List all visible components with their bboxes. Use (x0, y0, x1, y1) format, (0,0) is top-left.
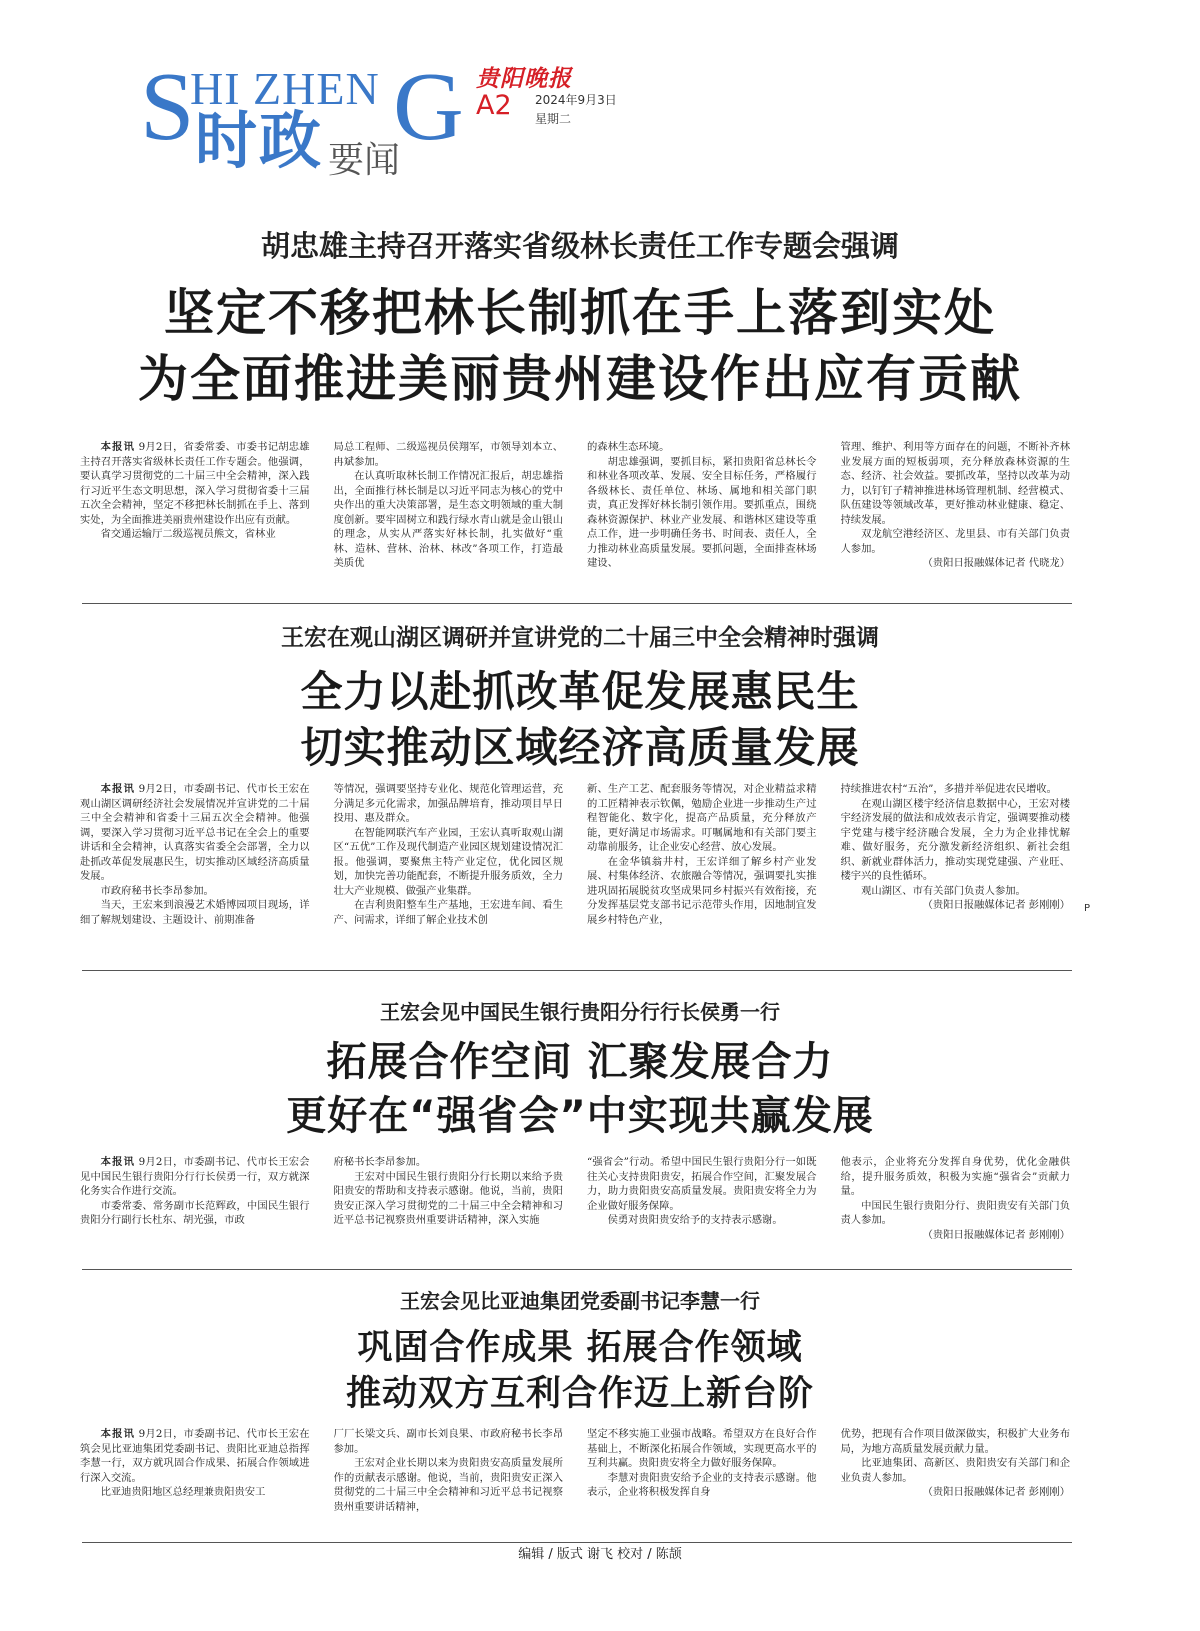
article-body (80, 782, 1070, 952)
paragraph: 持续推进农村“五治”，多措并举促进农民增收。 (840, 783, 1057, 795)
article-forest-chief (80, 222, 1080, 569)
article-kicker: 胡忠雄主持召开落实省级林长责任工作专题会强调 (260, 229, 899, 263)
newspaper-logo: 贵阳晚报 (476, 65, 572, 92)
paragraph: 局总工程师、二级巡视员侯翔军，市领导刘本立、冉斌参加。 (333, 441, 563, 468)
paragraph: 省交通运输厅二级巡视员熊文，省林业 (100, 528, 276, 540)
masthead-letter-s: S (140, 53, 195, 161)
paragraph (80, 1427, 310, 1485)
text-column (841, 1155, 1071, 1247)
paragraph-text: 9月2日，省委常委、市委书记胡忠雄主持召开落实省级林长责任工作专题会。他强调，要认真学习贯彻党的二十届三中全会精神，深入践行习近平生态文明思想，深入学习贯彻省委十三届五次全会精神，坚定不移把林长制抓在手上、落到实处，为全面推进美丽贵州建设作出应有贡献。 (80, 441, 310, 526)
byline: （贵阳日报融媒体记者 彭刚刚） (922, 1486, 1070, 1498)
text-column (587, 1155, 817, 1247)
paragraph: 李慧对贵阳贵安给予企业的支持表示感谢。他表示，企业将积极发挥自身 (587, 1471, 817, 1498)
paragraph: 等情况，强调要坚持专业化、规范化管理运营，充分满足多元化需求，加强品牌培育，推动项目早日投用、惠及群众。 (333, 783, 563, 824)
paragraph: 中国民生银行贵阳分行、贵阳贵安有关部门负责人参加。 (840, 1199, 1070, 1226)
article-guanshanhu (80, 616, 1080, 926)
paragraph: 在吉利贵阳整车生产基地，王宏进车间、看生产、问需求，详细了解企业技术创 (333, 899, 563, 926)
text-column (334, 440, 564, 576)
text-column (80, 440, 310, 576)
article-headline (80, 280, 1080, 412)
paragraph: 新、生产工艺、配套服务等情况，对企业精益求精的工匠精神表示钦佩，勉励企业进一步推动生产过程智能化、数字化，提高产品质量，充分释放产能，更好满足市场需求。叮嘱属地和有关部门要主动靠前服务，让企业安心经营、放心发展。 (587, 783, 817, 853)
paragraph: 王宏对中国民生银行贵阳分行长期以来给予贵阳贵安的帮助和支持表示感谢。他说，当前，贵阳贵安正深入学习贯彻党的二十届三中全会精神和习近平总书记视察贵州重要讲话精神，深入实施 (333, 1170, 563, 1226)
paragraph: 府秘书长李昂参加。 (333, 1156, 427, 1168)
text-column (587, 1427, 817, 1539)
headline-line: 推动双方互利合作迈上新台阶 (345, 1374, 814, 1414)
masthead (0, 0, 1200, 200)
paragraph: 比亚迪贵阳地区总经理兼贵阳贵安工 (100, 1486, 266, 1498)
paragraph: 管理、维护、利用等方面存在的问题，不断补齐林业发展方面的短板弱项，充分释放森林资源的生态、经济、社会效益。要抓改革，坚持以改革为动力，以钉钉子精神推进林场管理机制、经营模式、队伍建设等领域改革，更好推动林业健康、稳定、持续发展。 (840, 441, 1070, 526)
paragraph: 坚定不移实施工业强市战略。希望双方在良好合作基础上，不断深化拓展合作领域，实现更高水平的互利共赢。贵阳贵安将全力做好服务保障。 (587, 1428, 817, 1469)
dateline: 本报讯 (100, 441, 136, 453)
paragraph: 厂厂长梁文兵、副市长刘良果、市政府秘书长李昂参加。 (333, 1428, 563, 1455)
headline-line: 为全面推进美丽贵州建设作出应有贡献 (138, 350, 1022, 408)
article-minsheng-bank (80, 993, 1080, 1241)
headline-line: 切实推动区域经济高质量发展 (300, 723, 860, 772)
paragraph: 双龙航空港经济区、龙里县、市有关部门负责人参加。 (840, 528, 1070, 555)
section-divider (82, 603, 1072, 604)
dateline: 本报讯 (100, 783, 136, 795)
text-column (80, 1155, 310, 1247)
paragraph: 在智能网联汽车产业园，王宏认真听取观山湖区“五优”工作及现代制造产业园区规划建设情况汇报。他强调，要聚焦主特产业定位，优化园区规划，加快完善功能配套，不断提升服务质效，全力壮大产业规模、做强产业集群。 (333, 826, 563, 897)
text-column (80, 782, 310, 952)
article-headline (80, 1035, 1080, 1143)
article-kicker: 王宏会见中国民生银行贵阳分行行长侯勇一行 (380, 1000, 780, 1024)
footer-divider (82, 1542, 1072, 1543)
subsection-title: 要闻 (328, 140, 401, 180)
headline-line: 全力以赴抓改革促发展惠民生 (300, 667, 860, 716)
paragraph: 胡忠雄强调，要抓目标，紧扣贵阳省总林长令和林业各项改革、发展、安全目标任务，严格履行各级林长、责任单位、林场、属地和相关部门职责，真正发挥好林长制引领作用。要抓重点，围绕森林资源保护、林业产业发展、和谐林区建设等重点工作，进一步明确任务书、时间表、责任人，全力推动林业高质量发展。要抓问题，全面排查林场建设、 (587, 455, 817, 569)
paragraph (80, 440, 310, 527)
paragraph: 在金华镇翁井村，王宏详细了解乡村产业发展、村集体经济、农旅融合等情况，强调要扎实推进巩固拓展脱贫攻坚成果同乡村振兴有效衔接，充分发挥基层党支部书记示范带头作用，因地制宜发展乡村特色产业， (587, 855, 817, 926)
section-title: 时政 (195, 104, 324, 177)
text-column (334, 1155, 564, 1247)
issue-date: 2024年9月3日 (535, 93, 617, 107)
article-body (80, 1427, 1070, 1539)
text-column (334, 1427, 564, 1539)
dateline: 本报讯 (100, 1428, 136, 1440)
paragraph: 市政府秘书长李昂参加。 (100, 884, 214, 897)
margin-mark: P (1084, 903, 1091, 914)
headline-line: 拓展合作空间 汇聚发展合力 (326, 1039, 834, 1085)
paragraph (80, 782, 310, 884)
section-divider (82, 970, 1072, 971)
headline-line: 更好在“强省会”中实现共赢发展 (286, 1093, 874, 1139)
article-body (80, 440, 1070, 576)
section-divider (82, 1269, 1072, 1270)
paragraph: 在认真听取林长制工作情况汇报后，胡忠雄指出，全面推行林长制是以习近平同志为核心的党中央作出的重大决策部署，是生态文明领域的重大制度创新。要牢固树立和践行绿水青山就是金山银山的理念，从实从严落实好林长制，扎实做好“重林、造林、营林、治林、林改”各项工作，打造最美质优 (333, 470, 563, 569)
paragraph: 优势，把现有合作项目做深做实，积极扩大业务布局，为地方高质量发展贡献力量。 (840, 1428, 1070, 1455)
text-column (587, 782, 817, 952)
masthead-pinyin: HI ZHEN (190, 63, 380, 114)
text-column (841, 782, 1071, 952)
headline-line: 巩固合作成果 拓展合作领域 (357, 1328, 803, 1368)
paragraph: 的森林生态环境。 (587, 441, 670, 453)
paragraph: 侯勇对贵阳贵安给予的支持表示感谢。 (607, 1214, 783, 1226)
paragraph-text: 9月2日，市委副书记、代市长王宏在观山湖区调研经济社会发展情况并宣讲党的二十届三中全会精神和省委十三届五次全会精神。他强调，要深入学习贯彻习近平总书记在全会上的重要讲话和全会精神，认真落实省委全会部署，全力以赴抓改革促发展惠民生，切实推动区域经济高质量发展。 (80, 783, 310, 882)
paragraph: 观山湖区、市有关部门负责人参加。 (861, 884, 1026, 897)
article-body (80, 1155, 1070, 1247)
headline-line: 坚定不移把林长制抓在手上落到实处 (164, 284, 996, 342)
article-byd (80, 1281, 1080, 1513)
article-kicker: 王宏在观山湖区调研并宣讲党的二十届三中全会精神时强调 (281, 625, 879, 651)
text-column (587, 440, 817, 576)
article-headline (80, 1325, 1080, 1417)
article-kicker: 王宏会见比亚迪集团党委副书记李慧一行 (400, 1289, 760, 1313)
paragraph: “强省会”行动。希望中国民生银行贵阳分行一如既往关心支持贵阳贵安，拓展合作空间，汇聚发展合力，助力贵阳贵安高质量发展。贵阳贵安将全力为企业做好服务保障。 (587, 1156, 817, 1212)
text-column (334, 782, 564, 952)
paragraph-text: 9月2日，市委副书记、代市长王宏会见中国民生银行贵阳分行行长侯勇一行，双方就深化务实合作进行交流。 (80, 1156, 310, 1197)
byline: （贵阳日报融媒体记者 彭刚刚） (922, 1228, 1070, 1241)
editor-credits: 编辑 / 版式 谢飞 校对 / 陈颉 (518, 1547, 682, 1562)
paragraph: 市委常委、常务副市长范辉政，中国民生银行贵阳分行副行长杜东、胡光强，市政 (80, 1199, 310, 1226)
paragraph: 在观山湖区楼宇经济信息数据中心，王宏对楼宇经济发展的做法和成效表示肯定，强调要推动楼宇党建与楼宇经济融合发展，全力为企业排忧解难、做好服务，充分激发新经济组织、新社会组织、新就业群体活力，推动实现党建强、产业旺、楼宇兴的良性循环。 (840, 797, 1070, 882)
issue-weekday: 星期二 (535, 112, 572, 126)
masthead-letter-g: G (393, 53, 464, 161)
paragraph (80, 1155, 310, 1199)
dateline: 本报讯 (100, 1156, 136, 1168)
byline: （贵阳日报融媒体记者 代晓龙） (922, 557, 1070, 569)
text-column (841, 440, 1071, 576)
paragraph-text: 9月2日，市委副书记、代市长王宏在筑会见比亚迪集团党委副书记、贵阳比亚迪总指挥李慧一行，双方就巩固合作成果、拓展合作领域进行深入交流。 (80, 1428, 310, 1484)
text-column (841, 1427, 1071, 1539)
page-number: A2 (476, 90, 512, 121)
paragraph: 王宏对企业长期以来为贵阳贵安高质量发展所作的贡献表示感谢。他说，当前，贵阳贵安正深入贯彻党的二十届三中全会精神和习近平总书记视察贵州重要讲话精神， (333, 1457, 563, 1513)
article-headline (80, 664, 1080, 776)
text-column (80, 1427, 310, 1539)
paragraph: 比亚迪集团、高新区、贵阳贵安有关部门和企业负责人参加。 (840, 1457, 1070, 1484)
paragraph: 他表示，企业将充分发挥自身优势，优化金融供给，提升服务质效，积极为实施“强省会”贡献力量。 (840, 1156, 1070, 1197)
paragraph: 当天，王宏来到浪漫艺术婚博园项目现场，详细了解规划建设、主题设计、前期准备 (80, 899, 310, 926)
byline: （贵阳日报融媒体记者 彭刚刚） (922, 899, 1070, 911)
